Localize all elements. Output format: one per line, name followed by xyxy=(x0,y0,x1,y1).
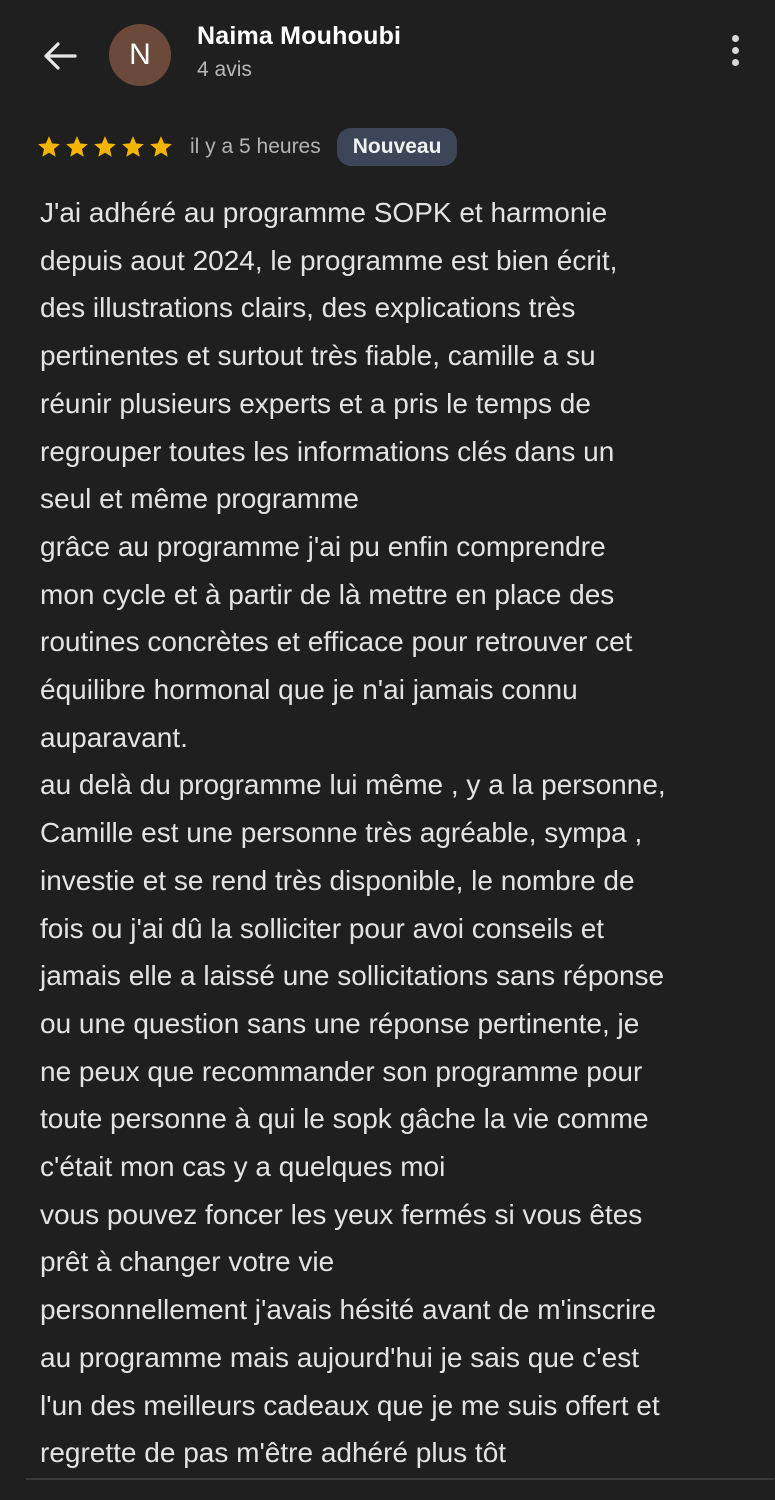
back-button[interactable] xyxy=(38,36,82,76)
star-rating xyxy=(36,134,174,160)
star-icon xyxy=(92,134,118,160)
avatar[interactable]: N xyxy=(109,24,171,86)
new-badge: Nouveau xyxy=(337,128,458,166)
star-icon xyxy=(120,134,146,160)
divider xyxy=(26,1478,774,1480)
arrow-left-icon xyxy=(42,40,78,72)
review-meta xyxy=(36,126,457,168)
star-icon xyxy=(148,134,174,160)
review-count: 4 avis xyxy=(197,58,252,81)
review-time: il y a 5 heures xyxy=(190,135,321,158)
more-options-button[interactable] xyxy=(715,28,755,72)
review-text: J'ai adhéré au programme SOPK et harmonie depuis aout 2024, le programme est bien écrit, des illustrations clairs, des explications très pertinentes et surtout très fiable, camille a su réunir plusieurs experts et a pris le temps de regrouper toutes les informations clés dans un seul et même programme grâce au programme j'ai pu enfin comprendre mon cycle et à partir de là mettre en place des routines concrètes et efficace pour retrouver cet équilibre hormonal que je n'ai jamais connu auparavant. au delà du programme lui même , y a la personne, Camille est une personne très agréable, sympa , investie et se rend très disponible, le nombre de fois ou j'ai dû la solliciter pour avoi conseils et jamais elle a laissé une sollicitations sans réponse ou une question sans une réponse pertinente, je ne peux que recommander son programme pour toute personne à qui le sopk gâche la vie comme c'était mon cas y a quelques moi vous pouvez foncer les yeux fermés si vous êtes prêt à changer votre vie personnellement j'avais hésité avant de m'inscrire au programme mais aujourd'hui je sais que c'est l'un des meilleurs cadeaux que je me suis offert et regrette de pas m'être adhéré plus tôt xyxy=(40,197,666,1469)
reviewer-name[interactable]: Naima Mouhoubi xyxy=(197,22,402,50)
more-vertical-icon xyxy=(732,35,739,42)
star-icon xyxy=(64,134,90,160)
star-icon xyxy=(36,134,62,160)
review-header xyxy=(0,0,775,110)
